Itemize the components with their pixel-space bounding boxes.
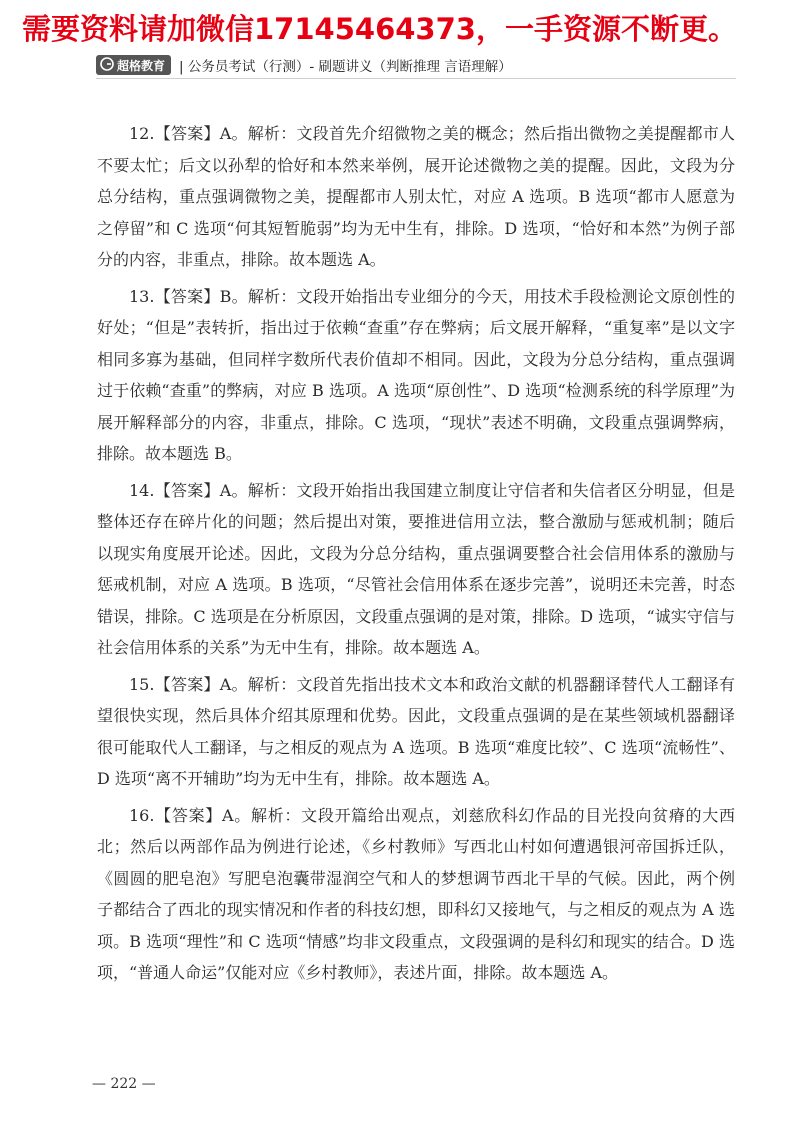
answer-content xyxy=(97,118,735,994)
answer-paragraph-13: 13.【答案】B。解析：文段开始指出专业细分的今天，用技术手段检测论文原创性的好处；“但是”表转折，指出过于依赖“查重”存在弊病；后文展开解释，“重复率”是以文字相同多寡为基础，但同样字数所代表价值却不相同。因此，文段为分总分结构，重点强调过于依赖“查重”的弊病，对应 B 选项。A 选项“原创性”、D 选项“检测系统的科学原理”为展开解释部分的内容，非重点，排除。C 选项，“现状”表述不明确，文段重点强调弊病，排除。故本题选 B。 xyxy=(97,286,735,463)
logo-g-icon xyxy=(100,57,117,74)
answer-paragraph-12: 12.【答案】A。解析：文段首先介绍微物之美的概念；然后指出微物之美提醒都市人不要太忙；后文以孙犁的恰好和本然来举例，展开论述微物之美的提醒。因此，文段为分总分结构，重点强调微物之美，提醒都市人别太忙，对应 A 选项。B 选项“都市人愿意为之停留”和 C 选项“何其短暂脆弱”均为无中生有，排除。D 选项，“恰好和本然”为例子部分的内容，非重点，排除。故本题选 A。 xyxy=(97,124,735,269)
brand-logo xyxy=(96,55,171,75)
page-header xyxy=(96,54,512,76)
answer-paragraph-16: 16.【答案】A。解析：文段开篇给出观点，刘慈欣科幻作品的目光投向贫瘠的大西北；然后以两部作品为例进行论述，《乡村教师》写西北山村如何遭遇银河帝国拆迁队，《圆圆的肥皂泡》写肥皂泡囊带湿润空气和人的梦想调节西北干旱的气候。因此，两个例子都结合了西北的现实情况和作者的科技幻想，即科幻又接地气，与之相反的观点为 A 选项。B 选项“理性”和 C 选项“情感”均非文段重点，文段强调的是科幻和现实的结合。D 选项，“普通人命运”仅能对应《乡村教师》，表述片面，排除。故本题选 A。 xyxy=(97,805,735,982)
logo-text: 超格教育 xyxy=(117,58,166,73)
header-title: | 公务员考试（行测）- 刷题讲义（判断推理 言语理解） xyxy=(179,59,512,75)
answer-paragraph-15: 15.【答案】A。解析：文段首先指出技术文本和政治文献的机器翻译替代人工翻译有望很快实现，然后具体介绍其原理和优势。因此，文段重点强调的是在某些领域机器翻译很可能取代人工翻译，与之相反的观点为 A 选项。B 选项“难度比较”、C 选项“流畅性”、D 选项“离不开辅助”均为无中生有，排除。故本题选 A。 xyxy=(97,674,735,788)
header-divider xyxy=(96,78,736,79)
promo-banner: 需要资料请加微信17145464373，一手资源不断更。 xyxy=(22,12,737,46)
answer-paragraph-14: 14.【答案】A。解析：文段开始指出我国建立制度让守信者和失信者区分明显，但是整体还存在碎片化的问题；然后提出对策，要推进信用立法，整合激励与惩戒机制；随后以现实角度展开论述。因此，文段为分总分结构，重点强调要整合社会信用体系的激励与惩戒机制，对应 A 选项。B 选项，“尽管社会信用体系在逐步完善”，说明还未完善，时态错误，排除。C 选项是在分析原因，文段重点强调的是对策，排除。D 选项，“诚实守信与社会信用体系的关系”为无中生有，排除。故本题选 A。 xyxy=(97,480,735,657)
page-number: — 222 — xyxy=(92,1076,156,1092)
